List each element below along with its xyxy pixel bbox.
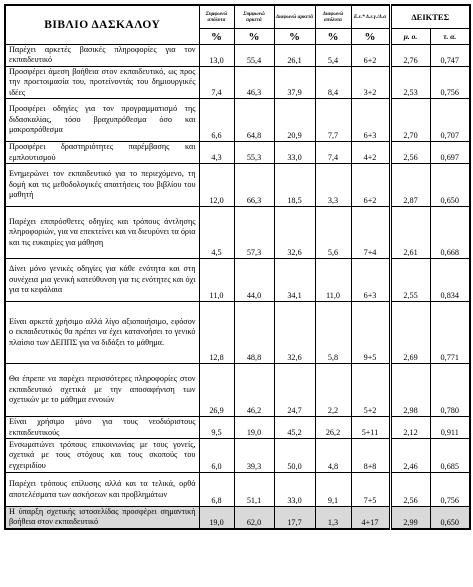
sd-cell: 0,834	[430, 259, 470, 302]
value-cell: 4+2	[351, 142, 390, 164]
value-cell: 5,8	[315, 302, 351, 364]
mean-cell: 2,55	[390, 259, 430, 302]
column-unit: %	[234, 29, 274, 45]
value-cell: 4,8	[315, 439, 351, 473]
survey-table	[4, 4, 471, 530]
value-cell: 11,0	[315, 259, 351, 302]
value-cell: 2,2	[315, 364, 351, 417]
column-unit: %	[274, 29, 315, 45]
index-header: ΔΕΙΚΤΕΣ	[390, 5, 470, 29]
value-cell: 66,3	[234, 164, 274, 207]
value-cell: 51,1	[234, 473, 274, 507]
table-row	[5, 439, 470, 473]
value-cell: 48,8	[234, 302, 274, 364]
mean-cell: 2,70	[390, 99, 430, 142]
table-row	[5, 259, 470, 302]
value-cell: 37,9	[274, 66, 315, 98]
value-cell: 33,0	[274, 473, 315, 507]
value-cell: 26,1	[274, 45, 315, 67]
table-row	[5, 507, 470, 529]
value-cell: 6,0	[199, 439, 234, 473]
value-cell: 9,5	[199, 417, 234, 439]
value-cell: 39,3	[234, 439, 274, 473]
value-cell: 26,2	[315, 417, 351, 439]
value-cell: 19,0	[199, 507, 234, 529]
column-unit: %	[199, 29, 234, 45]
value-cell: 5+11	[351, 417, 390, 439]
value-cell: 18,5	[274, 164, 315, 207]
statement-text: Ενημερώνει τον εκπαιδευτικό για το περιεχόμενο, τη δομή και τις μεθοδολογικές απαιτήσεις του βιβλίου του μαθητή	[5, 164, 199, 207]
value-cell: 46,3	[234, 66, 274, 98]
table-row	[5, 66, 470, 98]
statement-text: Ενσωματώνει τρόπους επικοινωνίας με τους γονείς, σχετικά με τους στόχους και τους σκοπούς του εγχειριδίου	[5, 439, 199, 473]
value-cell: 5,6	[315, 207, 351, 259]
value-cell: 44,0	[234, 259, 274, 302]
table-row	[5, 45, 470, 67]
column-header: Συμφωνώ αρκετά	[234, 5, 274, 29]
mean-cell: 2,61	[390, 207, 430, 259]
mean-cell: 2,12	[390, 417, 430, 439]
value-cell: 4,3	[199, 142, 234, 164]
sd-cell: 0,668	[430, 207, 470, 259]
table-row	[5, 142, 470, 164]
value-cell: 26,9	[199, 364, 234, 417]
table-title: ΒΙΒΛΙΟ ΔΑΣΚΑΛΟΥ	[5, 5, 199, 45]
sd-cell: 0,756	[430, 473, 470, 507]
value-cell: 20,9	[274, 99, 315, 142]
table-row	[5, 417, 470, 439]
sd-cell: 0,685	[430, 439, 470, 473]
value-cell: 1,3	[315, 507, 351, 529]
value-cell: 13,0	[199, 45, 234, 67]
mean-cell: 2,53	[390, 66, 430, 98]
value-cell: 6+2	[351, 45, 390, 67]
value-cell: 57,3	[234, 207, 274, 259]
sd-cell: 0,707	[430, 99, 470, 142]
mean-cell: 2,98	[390, 364, 430, 417]
value-cell: 4,5	[199, 207, 234, 259]
value-cell: 32,6	[274, 207, 315, 259]
mean-cell: 2,56	[390, 142, 430, 164]
value-cell: 7,4	[199, 66, 234, 98]
value-cell: 3,3	[315, 164, 351, 207]
column-header: Διαφωνώ αρκετά	[274, 5, 315, 29]
mean-cell: 2,87	[390, 164, 430, 207]
statement-text: Είναι αρκετά χρήσιμο αλλά λίγο αξιοποιήσιμο, εφόσον ο εκπαιδευτικός θα πρέπει να έχει κατανοήσει το γενικό πλαίσιο των ΔΕΠΠΣ για να διδάξει το μάθημα.	[5, 302, 199, 364]
statement-text: Παρέχει τρόπους επίλυσης αλλά και τα τελικά, ορθά αποτελέσματα των ασκήσεων και προβλημάτων	[5, 473, 199, 507]
mean-cell: 2,76	[390, 45, 430, 67]
sd-cell: 0,650	[430, 164, 470, 207]
sd-cell: 0,780	[430, 364, 470, 417]
statement-text: Προσφέρει δραστηριότητες παρέμβασης και εμπλουτισμού	[5, 142, 199, 164]
value-cell: 17,7	[274, 507, 315, 529]
table-row	[5, 473, 470, 507]
value-cell: 7,7	[315, 99, 351, 142]
value-cell: 6,6	[199, 99, 234, 142]
value-cell: 11,0	[199, 259, 234, 302]
statement-text: Προσφέρει οδηγίες για τον προγραμματισμό της διδασκαλίας, τόσο βραχυπρόθεσμα όσο και μακροπρόθεσμα	[5, 99, 199, 142]
sd-cell: 0,771	[430, 302, 470, 364]
column-header: Ε.ε.* Δ.ε.γ./Δ.α	[351, 5, 390, 29]
value-cell: 5,4	[315, 45, 351, 67]
sd-cell: 0,650	[430, 507, 470, 529]
value-cell: 7,4	[315, 142, 351, 164]
statement-text: Η ύπαρξη σχετικής ιστοσελίδας προσφέρει σημαντική βοήθεια στον εκπαιδευτικό	[5, 507, 199, 529]
value-cell: 62,0	[234, 507, 274, 529]
value-cell: 34,1	[274, 259, 315, 302]
statement-text: Παρέχει αρκετές βασικές πληροφορίες για τον εκπαιδευτικό	[5, 45, 199, 67]
table-row	[5, 364, 470, 417]
value-cell: 32,6	[274, 302, 315, 364]
sd-cell: 0,911	[430, 417, 470, 439]
mean-cell: 2,69	[390, 302, 430, 364]
mean-cell: 2,46	[390, 439, 430, 473]
sd-column-header: τ. α.	[430, 29, 470, 45]
value-cell: 8,4	[315, 66, 351, 98]
value-cell: 12,0	[199, 164, 234, 207]
value-cell: 45,2	[274, 417, 315, 439]
statement-text: Παρέχει επιπρόσθετες οδηγίες και τρόπους άντλησης πληροφοριών, για να επεκτείνει και να διευρύνει τα όρια και τις ευκαιρίες για μάθηση	[5, 207, 199, 259]
value-cell: 50,0	[274, 439, 315, 473]
value-cell: 6,8	[199, 473, 234, 507]
value-cell: 3+2	[351, 66, 390, 98]
sd-cell: 0,756	[430, 66, 470, 98]
value-cell: 24,7	[274, 364, 315, 417]
value-cell: 55,3	[234, 142, 274, 164]
value-cell: 12,8	[199, 302, 234, 364]
mean-column-header: μ. ο.	[390, 29, 430, 45]
mean-cell: 2,56	[390, 473, 430, 507]
mean-cell: 2,99	[390, 507, 430, 529]
table-row	[5, 164, 470, 207]
value-cell: 33,0	[274, 142, 315, 164]
column-header: Συμφωνώ απόλυτα	[199, 5, 234, 29]
value-cell: 4+17	[351, 507, 390, 529]
value-cell: 64,8	[234, 99, 274, 142]
sd-cell: 0,747	[430, 45, 470, 67]
column-header: Διαφωνώ απόλυτα	[315, 5, 351, 29]
table-row	[5, 99, 470, 142]
statement-text: Δίνει μόνο γενικές οδηγίες για κάθε ενότητα και στη συνέχεια μια γενική κατεύθυνση για τις ενότητες και όχι για τα κεφάλαια	[5, 259, 199, 302]
statement-text: Είναι χρήσιμο μόνο για τους νεοδιόριστους εκπαιδευτικούς	[5, 417, 199, 439]
statement-text: Προσφέρει άμεση βοήθεια στον εκπαιδευτικό, ως προς την προετοιμασία του, προτείνοντάς του δημιουργικές ιδέες	[5, 66, 199, 98]
value-cell: 6+3	[351, 259, 390, 302]
column-unit: %	[351, 29, 390, 45]
column-unit: %	[315, 29, 351, 45]
statement-text: Θα έπρεπε να παρέχει περισσότερες πληροφορίες στον εκπαιδευτικό σχετικά με την αποσαφήνιση των σχετικών με το μάθημα εννοιών	[5, 364, 199, 417]
value-cell: 7+4	[351, 207, 390, 259]
value-cell: 19,0	[234, 417, 274, 439]
value-cell: 46,2	[234, 364, 274, 417]
value-cell: 55,4	[234, 45, 274, 67]
sd-cell: 0,697	[430, 142, 470, 164]
value-cell: 5+2	[351, 364, 390, 417]
survey-table-container	[4, 4, 469, 583]
value-cell: 9+5	[351, 302, 390, 364]
table-row	[5, 207, 470, 259]
value-cell: 9,1	[315, 473, 351, 507]
value-cell: 8+8	[351, 439, 390, 473]
table-row	[5, 302, 470, 364]
value-cell: 6+2	[351, 164, 390, 207]
value-cell: 7+5	[351, 473, 390, 507]
value-cell: 6+3	[351, 99, 390, 142]
